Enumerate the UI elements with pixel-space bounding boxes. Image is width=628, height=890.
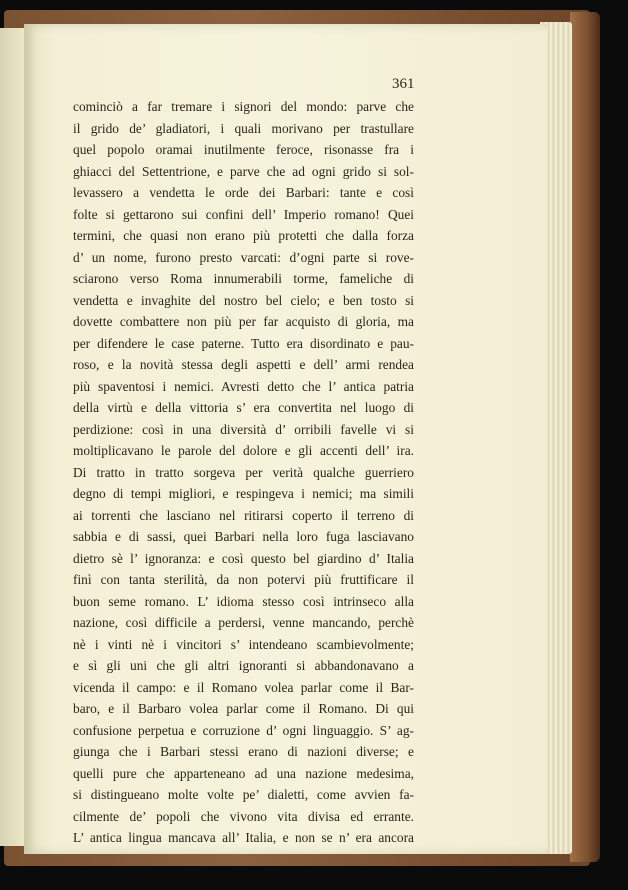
text-line: quel popolo oramai inutilmente feroce, risonasse fra i — [73, 142, 414, 157]
text-line: dietro sè l’ ignoranza: e così questo bel giardino d’ Italia — [73, 550, 414, 566]
text-line: giunga che i Barbari stessi erano di nazioni diverse; e — [73, 744, 414, 759]
text-line: nè i vinti nè i vincitori s’ intendeano scambievolmente; — [73, 636, 414, 652]
page-body-text — [73, 96, 414, 849]
text-line: buon seme romano. L’ idioma stesso così intrinseco alla — [73, 593, 414, 609]
text-line: Di tratto in tratto sorgeva per verità qualche guerriero — [73, 464, 414, 480]
text-line: degno di tempi migliori, e respingeva i nemici; ma simili — [73, 486, 414, 501]
text-line: sabbia e di sassi, quei Barbari nella loro fuga lasciavano — [73, 529, 414, 544]
text-line: levassero a vendetta le orde dei Barbari: tante e così — [73, 185, 414, 200]
book-cover-edge — [570, 12, 600, 862]
text-line: roso, e la novità stessa degli aspetti e dell’ armi rendea — [73, 357, 414, 372]
page-number: 361 — [392, 76, 415, 92]
text-line: folte si gettarono sui confini dell’ Imperio romano! Quei — [73, 206, 414, 222]
text-line: della virtù e della vittoria s’ era convertita nel luogo di — [73, 400, 414, 415]
text-line: si distingueano molte volte pe’ dialetti, come avvien fa- — [73, 787, 414, 802]
text-line: sciarono verso Roma innumerabili torme, fameliche di — [73, 271, 414, 286]
text-line: dovette combattere non più per far acquisto di gloria, ma — [73, 314, 414, 329]
text-line: cominciò a far tremare i signori del mondo: parve che — [73, 99, 414, 114]
facing-page — [0, 28, 25, 846]
text-line: d’ un nome, furono presto varcati: d’ogni parte si rove- — [73, 249, 414, 265]
text-line: finì con tanta sterilità, da non potervi più fruttificare il — [73, 572, 414, 587]
text-line: più spaventosi i nemici. Avresti detto che l’ antica patria — [73, 378, 414, 394]
text-line: cilmente de’ popoli che vivono vita divisa ed errante. — [73, 808, 414, 824]
text-line: nazione, così difficile a perdersi, venne mancando, perchè — [73, 615, 414, 630]
text-line: confusione perpetua e corruzione d’ ogni linguaggio. S’ ag- — [73, 722, 414, 738]
text-line: e sì gli uni che gli altri ignoranti si abbandonavano a — [73, 658, 414, 673]
text-line: ai torrenti che lasciano nel ritirarsi coperto il terreno di — [73, 507, 414, 523]
text-line: il grido de’ gladiatori, i quali morivano per trastullare — [73, 120, 414, 136]
text-line: perdizione: così in una diversità d’ orribili favelle vi si — [73, 421, 414, 437]
text-line: per difendere le case paterne. Tutto era disordinato e pau- — [73, 335, 414, 351]
text-line: ghiacci del Settentrione, e parve che ad ogni grido si sol- — [73, 163, 414, 179]
text-line: quelli pure che apparteneano ad una nazione medesima, — [73, 765, 414, 781]
text-line: vicenda il campo: e il Romano volea parlar come il Bar- — [73, 679, 414, 695]
text-line: L’ antica lingua mancava all’ Italia, e non se n’ era ancora — [73, 830, 414, 845]
text-line: baro, e il Barbaro volea parlar come il Romano. Di qui — [73, 701, 414, 716]
text-line: termini, che quasi non erano più protetti che dalla forza — [73, 228, 414, 243]
text-line: vendetta e invaghite del nostro bel cielo; e ben tosto si — [73, 292, 414, 308]
text-line: moltiplicavano le parole del dolore e gli accenti dell’ ira. — [73, 443, 414, 458]
